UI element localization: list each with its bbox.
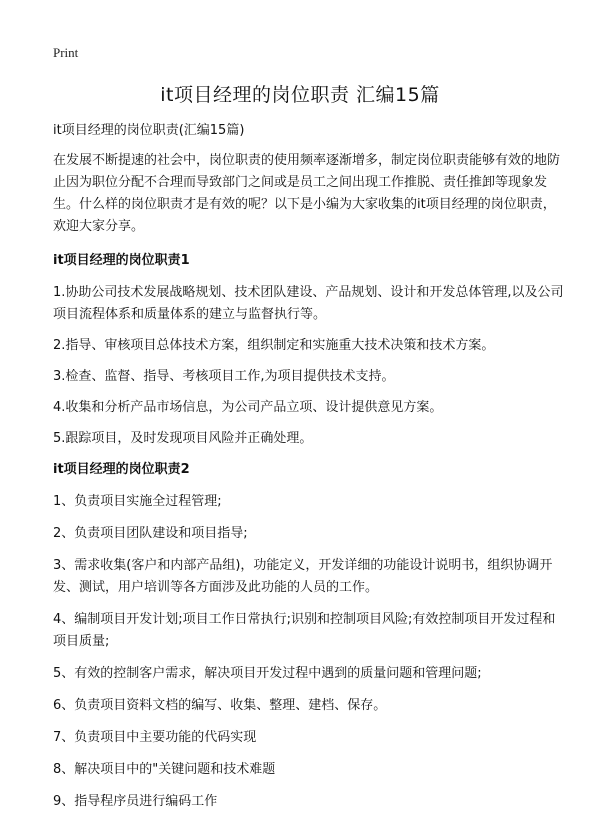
page-title: it项目经理的岗位职责 汇编15篇	[160, 84, 440, 106]
list-item: 2、负责项目团队建设和项目指导;	[53, 526, 248, 541]
list-item: 5、有效的控制客户需求，解决项目开发过程中遇到的质量问题和管理问题;	[53, 666, 482, 681]
list-item: 7、负责项目中主要功能的代码实现	[53, 730, 257, 745]
list-item: 6、负责项目资料文档的编写、收集、整理、建档、保存。	[53, 698, 387, 713]
list-item: 1.协助公司技术发展战略规划、技术团队建设、产品规划、设计和开发总体管理,以及公司项目流程体系和质量体系的建立与监督执行等。	[53, 285, 564, 322]
section-heading-2: it项目经理的岗位职责2	[53, 462, 190, 477]
article-body	[53, 120, 568, 823]
list-item: 2.指导、审核项目总体技术方案，组织制定和实施重大技术决策和技术方案。	[53, 338, 495, 353]
list-item: 3.检查、监督、指导、考核项目工作,为项目提供技术支持。	[53, 369, 395, 384]
list-item: 3、需求收集(客户和内部产品组)，功能定义，开发详细的功能设计说明书，组织协调开发、测试，用户培训等各方面涉及此功能的人员的工作。	[53, 558, 553, 595]
list-item: 4.收集和分析产品市场信息，为公司产品立项、设计提供意见方案。	[53, 400, 443, 415]
list-item: 9、指导程序员进行编码工作	[53, 794, 218, 809]
list-item: 1、负责项目实施全过程管理;	[53, 494, 222, 509]
article-subtitle: it项目经理的岗位职责(汇编15篇)	[53, 123, 245, 138]
print-link[interactable]: Print	[53, 45, 79, 60]
list-item: 8、解决项目中的"关键问题和技术难题	[53, 762, 276, 777]
list-item: 5.跟踪项目，及时发现项目风险并正确处理。	[53, 431, 313, 446]
list-item: 4、编制项目开发计划;项目工作日常执行;识别和控制项目风险;有效控制项目开发过程和项目质量;	[53, 612, 556, 649]
intro-paragraph: 在发展不断提速的社会中，岗位职责的使用频率逐渐增多，制定岗位职责能够有效的地防止因为职位分配不合理而导致部门之间或是员工之间出现工作推脱、责任推卸等现象发生。什么样的岗位职责才是有效的呢？以下是小编为大家收集的it项目经理的岗位职责，欢迎大家分享。	[53, 153, 561, 234]
section-heading-1: it项目经理的岗位职责1	[53, 253, 190, 268]
